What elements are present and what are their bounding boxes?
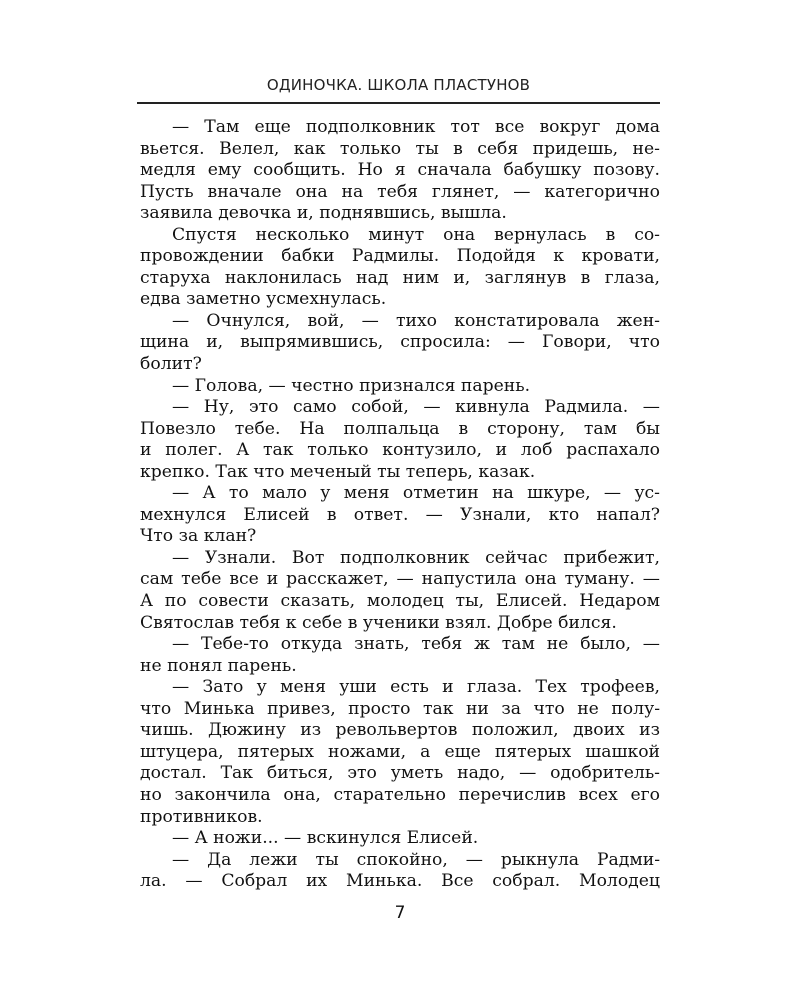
text-line: — А то мало у меня отметин на шкуре, — ус- — [172, 483, 660, 504]
text-line: не понял парень. — [140, 655, 297, 676]
paragraph — [140, 376, 660, 398]
text-line: — Там еще подполковник тот все вокруг дома — [172, 117, 660, 137]
paragraph — [140, 850, 660, 893]
text-line: заявила девочка и, поднявшись, вышла. — [140, 203, 507, 224]
paragraph — [140, 117, 660, 225]
running-head: ОДИНОЧКА. ШКОЛА ПЛАСТУНОВ — [266, 76, 531, 94]
text-line: щина и, выпрямившись, спросила: — Говори, что — [140, 332, 660, 353]
text-line: провождении бабки Радмилы. Подойдя к кровати, — [140, 246, 660, 267]
text-line: — А ножи... — вскинулся Елисей. — [172, 828, 479, 849]
text-line: что Минька привез, просто так ни за что не полу- — [140, 698, 660, 719]
paragraph — [140, 397, 660, 483]
text-line: медля ему сообщить. Но я сначала бабушку позову. — [140, 160, 660, 181]
text-line: едва заметно усмехнулась. — [140, 289, 387, 310]
text-line: Что за клан? — [140, 526, 257, 547]
text-line: достал. Так биться, это уметь надо, — одобритель- — [140, 763, 660, 784]
paragraph — [140, 225, 660, 311]
text-line: Повезло тебе. На полпальца в сторону, там бы — [140, 418, 660, 439]
text-line: крепко. Так что меченый ты теперь, казак. — [140, 461, 536, 482]
text-line: — Зато у меня уши есть и глаза. Тех трофеев, — [172, 677, 660, 698]
text-line: но закончила она, старательно перечислив всех его — [140, 784, 660, 805]
paragraph — [140, 483, 660, 548]
text-line: — Голова, — честно признался парень. — [172, 375, 531, 396]
text-line: сам тебе все и расскажет, — напустила она туману. — — [140, 569, 660, 590]
paragraph — [140, 548, 660, 634]
text-line: ла. — Собрал их Минька. Все собрал. Молодец — [140, 871, 660, 892]
text-line: Спустя несколько минут она вернулась в со- — [172, 224, 660, 245]
text-line: Святослав тебя к себе в ученики взял. Добре бился. — [140, 612, 617, 633]
text-line: — Тебе-то откуда знать, тебя ж там не было, — — [172, 634, 660, 655]
page-number: 7 — [394, 903, 406, 923]
text-line: штуцера, пятерых ножами, а еще пятерых шашкой — [140, 741, 660, 762]
text-line: вьется. Велел, как только ты в себя придешь, не- — [140, 138, 660, 159]
text-line: мехнулся Елисей в ответ. — Узнали, кто напал? — [140, 504, 660, 525]
text-line: и полег. А так только контузило, и лоб распахало — [140, 440, 660, 461]
text-line: чишь. Дюжину из револьвертов положил, двоих из — [140, 720, 660, 741]
paragraph — [140, 634, 660, 677]
text-line: старуха наклонилась над ним и, заглянув в глаза, — [140, 267, 660, 288]
paragraph — [140, 677, 660, 828]
paragraph — [140, 828, 660, 850]
text-line: — Очнулся, вой, — тихо констатировала жен- — [172, 310, 660, 331]
body-text — [140, 117, 660, 893]
text-line: А по совести сказать, молодец ты, Елисей. Недаром — [140, 591, 660, 612]
text-line: противников. — [140, 806, 263, 827]
paragraph — [140, 311, 660, 376]
text-line: Пусть вначале она на тебя глянет, — категорично — [140, 181, 660, 202]
text-line: — Узнали. Вот подполковник сейчас прибежит, — [172, 547, 660, 568]
text-line: — Да лежи ты спокойно, — рыкнула Радми- — [172, 849, 660, 870]
header-rule — [137, 102, 660, 104]
text-line: болит? — [140, 354, 202, 375]
text-line: — Ну, это само собой, — кивнула Радмила. — — [172, 397, 660, 418]
